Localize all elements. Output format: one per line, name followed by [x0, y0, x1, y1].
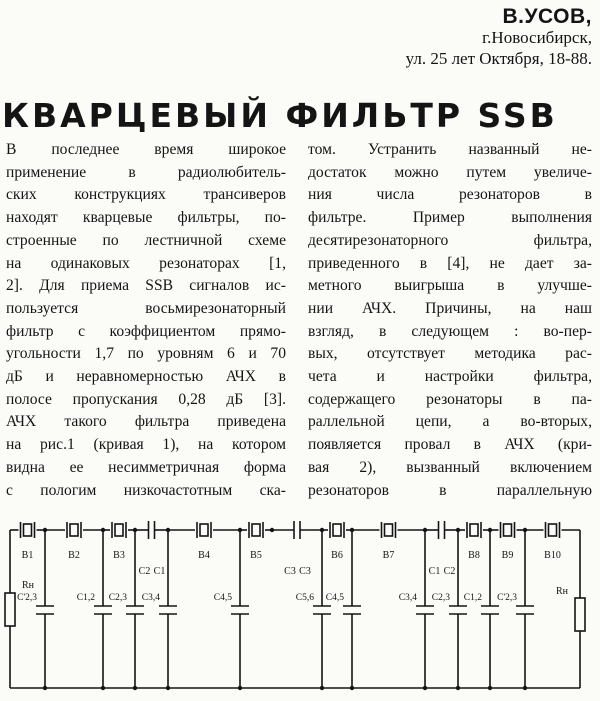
shunt-capacitor-label: C1,2 — [463, 593, 482, 603]
shunt-capacitor-label: C2,3 — [431, 593, 450, 603]
series-capacitor-label: C2 — [138, 566, 151, 577]
text-line: находят кварцевые фильтры, по- — [6, 209, 286, 227]
text-line: фильтре. Пример выполнения — [308, 209, 592, 227]
junction-dot — [320, 686, 324, 690]
crystal-label: B10 — [544, 550, 561, 561]
crystal-label: B7 — [382, 550, 395, 561]
quartz-crystal — [333, 524, 341, 536]
series-capacitor-label: C1 — [153, 566, 166, 577]
quartz-crystal — [385, 524, 393, 536]
crystal-label: B3 — [113, 550, 125, 561]
junction-dot — [350, 686, 354, 690]
text-line: АЧХ такого фильтра приведена — [6, 413, 286, 431]
text-line: ских конструкциях трансиверов — [6, 186, 286, 204]
junction-dot — [43, 686, 47, 690]
series-capacitor-label: C2 — [443, 566, 456, 577]
text-column-right — [308, 139, 592, 502]
article-title: КВАРЦЕВЫЙ ФИЛЬТР SSB — [2, 96, 558, 135]
junction-dot — [101, 528, 105, 532]
quartz-crystal — [549, 524, 557, 536]
text-line: пользуется восьмирезонаторный — [6, 299, 286, 317]
text-column-left — [6, 139, 286, 502]
text-line: ния числа резонаторов в — [308, 186, 592, 204]
quartz-crystal — [252, 524, 260, 536]
text-line: раллельной цепи, а во-вторых, — [308, 413, 592, 431]
series-capacitor-label: C3 — [299, 566, 311, 577]
junction-dot — [43, 528, 47, 532]
shunt-capacitor-label: C2,3 — [108, 593, 127, 603]
crystal-label: B9 — [501, 550, 514, 561]
junction-dot — [523, 528, 527, 532]
crystal-label: B5 — [250, 550, 262, 561]
junction-dot — [101, 686, 105, 690]
text-line: том. Устранить названный не- — [308, 141, 592, 158]
text-line: полосе пропускания 0,28 дБ [3]. — [6, 390, 286, 408]
text-line: видна ее несимметричная форма — [6, 458, 286, 476]
author-city: г.Новосибирск, — [482, 28, 592, 47]
junction-dot — [270, 528, 274, 532]
shunt-capacitor-label: C1,2 — [76, 593, 95, 603]
junction-dot — [350, 528, 354, 532]
author-block — [406, 6, 592, 69]
text-line: вая 2), вызванный включением — [308, 458, 592, 476]
shunt-capacitor-label: C4,5 — [325, 593, 344, 603]
text-line: вых, отсутствует методика рас- — [308, 345, 592, 363]
text-line: применение в радиолюбитель- — [6, 163, 286, 181]
resistor-label: Rн — [22, 580, 35, 591]
filter-schematic — [0, 508, 600, 701]
text-line: нии АЧХ. Причины, на наш — [308, 299, 592, 317]
load-resistor — [575, 598, 585, 631]
text-line: угольности 1,7 по уровням 6 и 70 — [6, 345, 286, 363]
text-line: строенные по лестничной схеме — [6, 231, 286, 249]
junction-dot — [166, 528, 170, 532]
junction-dot — [133, 686, 137, 690]
shunt-capacitor-label: C3,4 — [398, 593, 417, 603]
text-line: чета и настройки фильтра, — [308, 368, 592, 386]
author-address: ул. 25 лет Октября, 18-88. — [405, 49, 592, 68]
quartz-crystal — [115, 524, 123, 536]
shunt-capacitor-label: C4,5 — [213, 593, 232, 603]
author-name: В.УСОВ, — [502, 5, 592, 28]
junction-dot — [238, 686, 242, 690]
load-resistor — [5, 593, 15, 626]
junction-dot — [423, 686, 427, 690]
text-line: дБ и неравномерностью АЧХ в — [6, 368, 286, 386]
crystal-label: B8 — [468, 550, 480, 561]
text-line: достаток можно путем увеличе- — [308, 163, 592, 181]
shunt-capacitor-label: C'2,3 — [497, 593, 517, 603]
junction-dot — [488, 528, 492, 532]
resistor-label: Rн — [555, 586, 568, 597]
text-line: содержащего резонаторы в па- — [308, 390, 592, 408]
quartz-crystal — [70, 524, 78, 536]
crystal-label: B2 — [68, 550, 80, 561]
junction-dot — [456, 528, 460, 532]
text-line: фильтр с коэффициентом прямо- — [6, 322, 286, 340]
crystal-label: B1 — [21, 550, 34, 561]
text-line: резонаторов в параллельную — [308, 481, 592, 499]
shunt-capacitor-label: C3,4 — [141, 593, 160, 603]
junction-dot — [423, 528, 427, 532]
junction-dot — [238, 528, 242, 532]
text-line: взгляд, в следующем : во-пер- — [308, 322, 592, 340]
junction-dot — [488, 686, 492, 690]
junction-dot — [320, 528, 324, 532]
text-line: появляется провал в АЧХ (кри- — [308, 436, 592, 454]
quartz-crystal — [200, 524, 208, 536]
junction-dot — [166, 686, 170, 690]
shunt-capacitor-label: C'2,3 — [17, 593, 37, 603]
text-line: на одинаковых резонаторах [1, — [6, 254, 286, 272]
shunt-capacitor-label: C5,6 — [295, 593, 314, 603]
text-line: В последнее время широкое — [6, 141, 286, 158]
series-capacitor-label: C3 — [284, 566, 296, 577]
crystal-label: B4 — [198, 550, 210, 561]
text-line: метного выигрыша в улучше- — [308, 277, 592, 295]
junction-dot — [456, 686, 460, 690]
quartz-crystal — [470, 524, 478, 536]
text-line: десятирезонаторного фильтра, — [308, 231, 592, 249]
quartz-crystal — [24, 524, 32, 536]
text-line: приведенного в [4], не дает за- — [308, 254, 592, 272]
quartz-crystal — [504, 524, 512, 536]
crystal-label: B6 — [331, 550, 343, 561]
junction-dot — [133, 528, 137, 532]
series-capacitor-label: C1 — [428, 566, 441, 577]
text-line: 2]. Для приема SSB сигналов ис- — [6, 277, 286, 295]
junction-dot — [523, 686, 527, 690]
text-line: на рис.1 (кривая 1), на котором — [6, 436, 286, 454]
text-line: с пологим низкочастотным ска- — [6, 481, 286, 499]
